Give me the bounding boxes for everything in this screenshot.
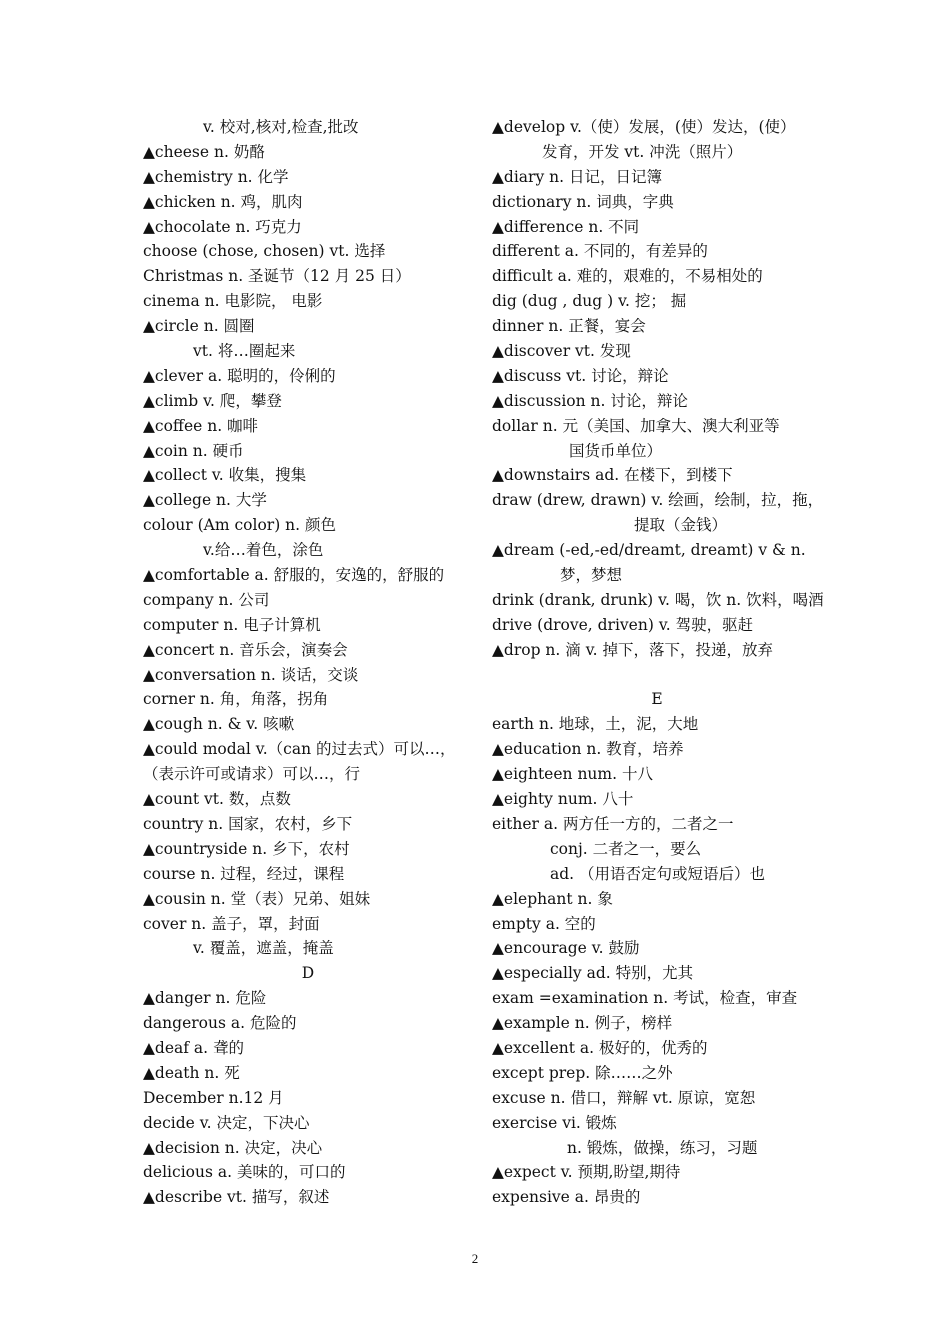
entry-line: v. 校对,核对,检查,批改 <box>203 118 359 136</box>
entry-line: （表示许可或请求）可以…，行 <box>143 765 361 784</box>
entry-line: cover n. 盖子，罩，封面 <box>143 914 320 933</box>
entry-line: Christmas n. 圣诞节（12 月 25 日） <box>143 267 411 286</box>
entry-line: conj. 二者之一，要么 <box>550 839 702 858</box>
entry-line: exercise vi. 锻炼 <box>492 1113 617 1132</box>
entry-line: ▲especially ad. 特别，尤其 <box>492 964 694 983</box>
entry-line: ▲cough n. & v. 咳嗽 <box>143 715 295 734</box>
entry-line: drink (drank, drunk) v. 喝，饮 n. 饮料，喝酒 <box>492 590 824 609</box>
entry-line: ▲downstairs ad. 在楼下，到楼下 <box>492 466 733 485</box>
entry-line: except prep. 除……之外 <box>492 1063 673 1082</box>
entry-line: drive (drove, driven) v. 驾驶，驱赶 <box>492 615 754 634</box>
entry-line: dig (dug , dug ) v. 挖； 掘 <box>492 292 687 311</box>
entry-line: company n. 公司 <box>143 590 270 609</box>
entry-line: ▲coffee n. 咖啡 <box>143 416 259 435</box>
entry-line: ▲coin n. 硬币 <box>143 441 244 460</box>
entry-line: v.给…着色，涂色 <box>203 541 324 560</box>
entry-line: earth n. 地球，土，泥，大地 <box>492 715 699 734</box>
entry-line: ▲decision n. 决定，决心 <box>143 1138 323 1157</box>
entry-line: ▲develop v.（使）发展，(使）发达，(使） <box>492 118 796 136</box>
page-number: 2 <box>471 1251 479 1266</box>
entry-line: dinner n. 正餐，宴会 <box>492 317 646 336</box>
entry-line: ▲chicken n. 鸡，肌肉 <box>143 192 303 211</box>
entry-line: ▲chemistry n. 化学 <box>143 167 289 186</box>
entry-line: ▲excellent a. 极好的，优秀的 <box>492 1038 708 1057</box>
entry-line: ▲college n. 大学 <box>143 491 267 510</box>
entry-line: ▲countryside n. 乡下，农村 <box>143 839 350 858</box>
entry-line: ▲could modal v.（can 的过去式）可以…， <box>143 740 456 759</box>
entry-line: n. 锻炼，做操，练习，习题 <box>567 1138 758 1157</box>
entry-line: ▲comfortable a. 舒服的，安逸的，舒服的 <box>143 566 445 585</box>
entry-line: different a. 不同的，有差异的 <box>492 242 708 261</box>
right-column <box>492 115 822 1210</box>
entry-line: ▲discuss vt. 讨论，辩论 <box>492 366 669 385</box>
entry-line: 梦，梦想 <box>560 566 623 585</box>
entry-line: ▲cheese n. 奶酪 <box>143 142 265 161</box>
entry-line: ▲describe vt. 描写，叙述 <box>143 1188 330 1207</box>
entry-line: either a. 两方任一方的，二者之一 <box>492 814 734 833</box>
entry-line: dollar n. 元（美国、加拿大、澳大利亚等 <box>492 416 780 435</box>
entry-line: corner n. 角，角落，拐角 <box>143 690 329 709</box>
left-column <box>143 115 473 1210</box>
entry-line: excuse n. 借口，辩解 vt. 原谅，宽恕 <box>492 1088 756 1107</box>
entry-line: 国货币单位） <box>569 441 663 460</box>
entry-line: empty a. 空的 <box>492 914 596 933</box>
entry-line: computer n. 电子计算机 <box>143 615 321 634</box>
entry-line: ▲eighty num. 八十 <box>492 790 634 809</box>
entry-line: colour (Am color) n. 颜色 <box>143 516 337 535</box>
entry-line: ▲conversation n. 谈话，交谈 <box>143 665 359 684</box>
entry-line: ▲cousin n. 堂（表）兄弟、姐妹 <box>143 889 371 908</box>
entry-line: ▲expect v. 预期,盼望,期待 <box>492 1163 681 1182</box>
entry-line: ▲circle n. 圆圈 <box>143 317 255 336</box>
entry-line: cinema n. 电影院， 电影 <box>143 292 323 311</box>
entry-line: expensive a. 昂贵的 <box>492 1188 641 1207</box>
entry-line: ▲death n. 死 <box>143 1063 240 1082</box>
entry-line: ▲elephant n. 象 <box>492 889 613 908</box>
entry-line: ▲chocolate n. 巧克力 <box>143 217 302 236</box>
entry-line: ▲example n. 例子，榜样 <box>492 1014 673 1033</box>
entry-line: ▲discover vt. 发现 <box>492 342 631 361</box>
entry-line: ▲drop n. 滴 v. 掉下，落下，投递，放弃 <box>492 640 773 659</box>
entry-line: ▲collect v. 收集，搜集 <box>143 466 307 485</box>
entry-line: ▲eighteen num. 十八 <box>492 765 653 784</box>
entry-line: draw (drew, drawn) v. 绘画，绘制，拉，拖， <box>492 491 824 510</box>
entry-line: vt. 将…圈起来 <box>193 342 296 361</box>
entry-line: ▲difference n. 不同 <box>492 217 640 236</box>
entry-line: delicious a. 美味的，可口的 <box>143 1163 346 1182</box>
entry-line: dangerous a. 危险的 <box>143 1014 297 1033</box>
entry-line: ▲climb v. 爬，攀登 <box>143 391 282 410</box>
entry-line: ▲education n. 教育，培养 <box>492 740 684 759</box>
entry-line: ▲dream (-ed,-ed/dreamt, dreamt) v & n. <box>492 541 806 560</box>
entry-line: ▲concert n. 音乐会，演奏会 <box>143 640 348 659</box>
section-letter-e: E <box>651 690 663 709</box>
entry-line: exam =examination n. 考试，检查，审查 <box>492 989 798 1008</box>
entry-line: course n. 过程，经过，课程 <box>143 864 345 883</box>
entry-line: choose (chose, chosen) vt. 选择 <box>143 242 386 261</box>
entry-line: ▲count vt. 数，点数 <box>143 790 291 809</box>
entry-line: dictionary n. 词典，字典 <box>492 192 674 211</box>
entry-line: ▲clever a. 聪明的，伶俐的 <box>143 366 336 385</box>
entry-line: v. 覆盖，遮盖，掩盖 <box>193 939 334 958</box>
entry-line: 提取（金钱） <box>634 516 728 535</box>
entry-line: ▲deaf a. 聋的 <box>143 1038 245 1057</box>
blank-line <box>492 663 822 688</box>
entry-line: difficult a. 难的，艰难的，不易相处的 <box>492 267 763 286</box>
entry-line: ▲danger n. 危险 <box>143 989 267 1008</box>
entry-line: December n.12 月 <box>143 1088 284 1107</box>
entry-line: ad. （用语否定句或短语后）也 <box>550 864 766 883</box>
entry-line: decide v. 决定，下决心 <box>143 1113 310 1132</box>
entry-line: ▲diary n. 日记，日记簿 <box>492 167 662 186</box>
section-letter-d: D <box>301 964 315 983</box>
entry-line: ▲discussion n. 讨论，辩论 <box>492 391 688 410</box>
entry-line: 发育，开发 vt. 冲洗（照片） <box>542 142 743 161</box>
entry-line: ▲encourage v. 鼓励 <box>492 939 640 958</box>
entry-line: country n. 国家，农村，乡下 <box>143 814 353 833</box>
